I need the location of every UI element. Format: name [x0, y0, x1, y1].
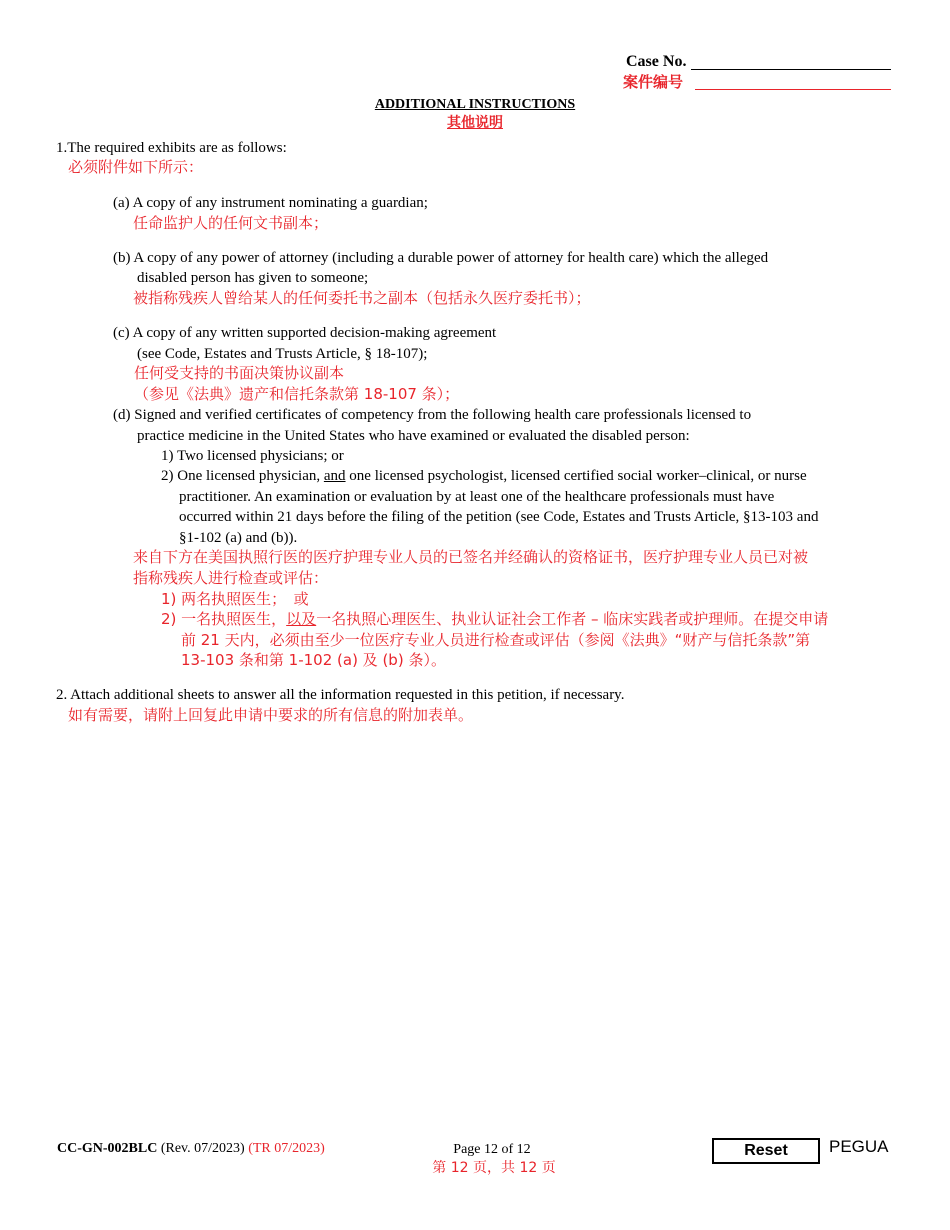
item1-d-line1: (d) Signed and verified certificates of competency from the following health care professionals licensed to: [113, 407, 752, 423]
item1-d-sub1: 1) Two licensed physicians; or: [161, 448, 344, 464]
item1-b-zh: 被指称残疾人曾给某人的任何委托书之副本（包括永久医疗委托书）；: [133, 289, 591, 307]
page-title: ADDITIONAL INSTRUCTIONS: [374, 97, 576, 112]
item1-d-sub2-line2: practitioner. An examination or evaluation by at least one of the healthcare professionals must have: [179, 489, 775, 505]
item1-d-zh-sub1: 1) 两名执照医生； 或: [161, 590, 309, 608]
item1-a-zh: 任命监护人的任何文书副本；: [133, 214, 329, 232]
form-id: CC-GN-002BLC: [57, 1141, 158, 1156]
item2-zh: 如有需要，请附上回复此申请中要求的所有信息的附加表单。: [68, 706, 474, 724]
case-no-field-line: [691, 69, 891, 70]
pegua-code: PEGUA: [829, 1137, 889, 1156]
item1-a-text: (a) A copy of any instrument nominating a guardian;: [113, 195, 428, 211]
item1-d-zh1: 来自下方在美国执照行医的医疗护理专业人员的已签名并经确认的资格证书，医疗护理专业人员已对被: [133, 548, 809, 566]
item1-b-line2: disabled person has given to someone;: [137, 270, 369, 286]
item1-d-sub2-line3: occurred within 21 days before the filing of the petition (see Code, Estates and Trusts Article, §13-103 and: [179, 509, 819, 525]
case-no-label: Case No.: [626, 53, 687, 70]
translation-revision: (TR 07/2023): [248, 1141, 325, 1156]
item1-c-zh2: （参见《法典》遗产和信托条款第 18-107 条）；: [134, 385, 460, 403]
page-title-zh: 其他说明: [447, 115, 503, 131]
item1-c-zh1: 任何受支持的书面决策协议副本: [134, 364, 345, 382]
page-number: Page 12 of 12: [453, 1142, 531, 1157]
item1-d-zh2: 指称残疾人进行检查或评估：: [133, 569, 329, 587]
reset-button[interactable]: Reset: [712, 1138, 820, 1164]
item1-b-line1: (b) A copy of any power of attorney (including a durable power of attorney for health care) which the alleged: [113, 250, 769, 266]
item2-text: 2. Attach additional sheets to answer all the information requested in this petition, if necessary.: [56, 687, 625, 703]
item1-c-line1: (c) A copy of any written supported decision-making agreement: [113, 325, 497, 341]
form-revision: (Rev. 07/2023): [157, 1141, 249, 1156]
item1-d-sub2-line4: §1-102 (a) and (b)).: [179, 530, 298, 546]
item1-heading-zh: 必须附件如下所示：: [68, 158, 204, 176]
item1-c-line2: (see Code, Estates and Trusts Article, § 18-107);: [137, 346, 428, 362]
item1-d-line2: practice medicine in the United States who have examined or evaluated the disabled person:: [137, 428, 690, 444]
item1-d-sub2-line1: 2) One licensed physician, and one licensed psychologist, licensed certified social worker–clinical, or nurse: [161, 468, 807, 484]
case-no-zh-field-line: [695, 89, 891, 90]
item1-d-zh-sub2-line2: 前 21 天内，必须由至少一位医疗专业人员进行检查或评估（参阅《法典》“财产与信托条款”第: [181, 631, 811, 649]
item1-heading: 1.The required exhibits are as follows:: [56, 140, 287, 156]
item1-d-zh-sub2-line1: 2) 一名执照医生，以及一名执照心理医生、执业认证社会工作者 – 临床实践者或护理师。在提交申请: [161, 610, 829, 628]
case-no-label-zh: 案件编号: [623, 73, 684, 91]
page-number-zh: 第 12 页，共 12 页: [432, 1160, 556, 1176]
item1-d-zh-sub2-line3: 13-103 条和第 1-102 (a) 及 (b) 条）。: [181, 651, 446, 669]
